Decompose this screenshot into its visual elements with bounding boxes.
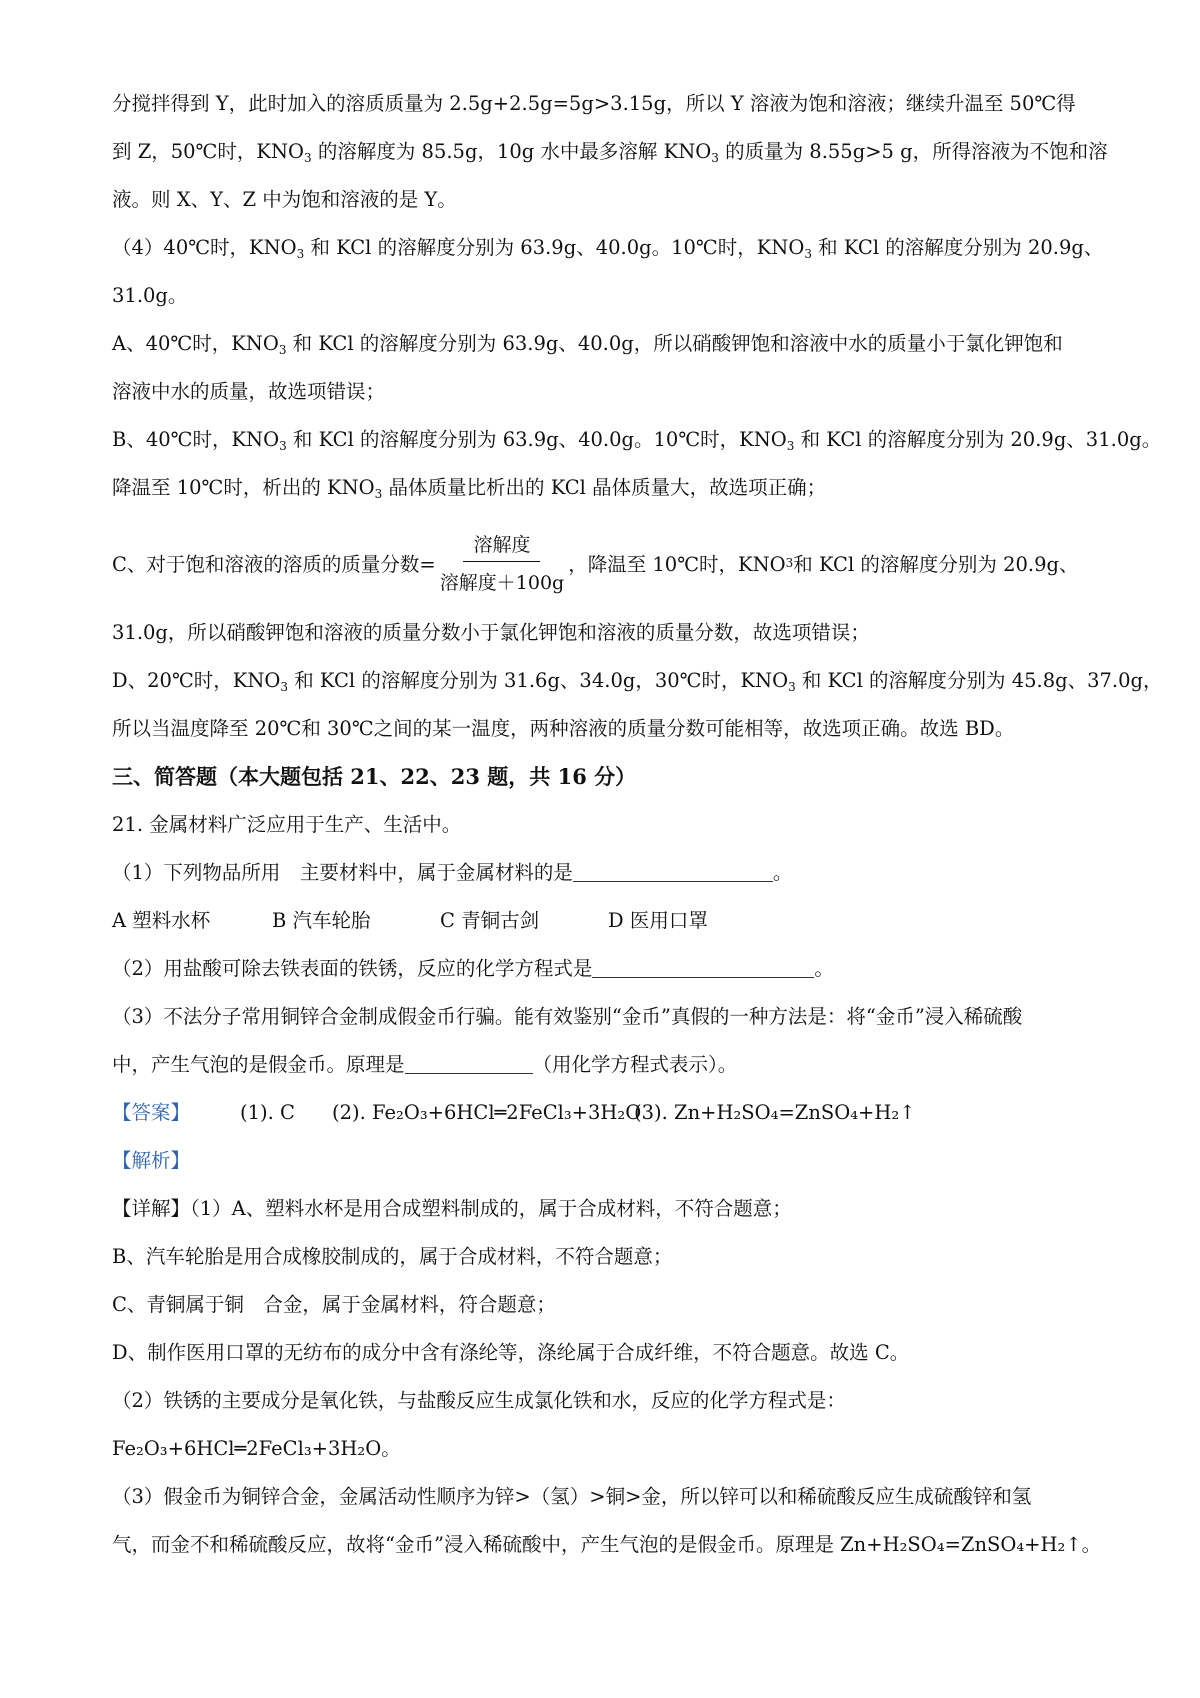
detail-line: 气，而金不和稀硫酸反应，故将“金币”浸入稀硫酸中，产生气泡的是假金币。原理是 Zn+H₂SO₄=ZnSO₄+H₂↑。 <box>112 1533 1102 1556</box>
text-line <box>112 140 1108 165</box>
answer-3: (3). Zn+H₂SO₄=ZnSO₄+H₂↑ <box>634 1101 916 1124</box>
text-line <box>112 332 1102 356</box>
text-span: 分搅拌得到 Y，此时加入的溶质质量为 2.5g+2.5g=5g>3.15g，所以 Y 溶液为饱和溶液；继续升温至 50℃得 <box>112 92 1076 115</box>
subscript: 3 <box>788 680 796 694</box>
text-span: A、40℃时，KNO <box>112 332 279 355</box>
text-span: 的质量为 8.55g>5 g，所得溶液为不饱和溶 <box>718 140 1108 163</box>
subscript: 3 <box>304 151 312 165</box>
text-line <box>112 476 1102 500</box>
text-span: 和 KCl 的溶解度分别为 45.8g、37.0g， <box>795 669 1163 692</box>
detail-line: （2）铁锈的主要成分是氧化铁，与盐酸反应生成氯化铁和水，反应的化学方程式是： <box>112 1389 846 1412</box>
document-page <box>112 92 1163 1581</box>
question-part-3: （3）不法分子常用铜锌合金制成假金币行骗。能有效鉴别“金币”真假的一种方法是：将“金币”浸入稀硫酸 <box>112 1005 1023 1028</box>
text-span: （2）用盐酸可除去铁表面的铁锈，反应的化学方程式是 <box>112 957 593 980</box>
text-line <box>112 621 1102 645</box>
text-line <box>112 236 1102 260</box>
detail-line: C、青铜属于铜 合金，属于金属材料，符合题意； <box>112 1293 556 1316</box>
fraction <box>440 530 564 595</box>
choice-list <box>112 909 1102 933</box>
text-span: 31.0g。 <box>112 284 188 307</box>
subscript: 3 <box>785 555 794 570</box>
subscript: 3 <box>786 439 795 453</box>
text-span: 晶体质量比析出的 KCl 晶体质量大，故选项正确； <box>382 476 827 499</box>
text-line <box>112 717 1102 741</box>
text-span: 和 KCl 的溶解度分别为 31.6g、34.0g，30℃时，KNO <box>288 669 789 692</box>
text-span: 到 Z，50℃时，KNO <box>112 140 304 163</box>
choice-a: A 塑料水杯 <box>112 909 211 932</box>
text-span: 所以当温度降至 20℃和 30℃之间的某一温度，两种溶液的质量分数可能相等，故选项正确。故选 BD。 <box>112 717 1015 740</box>
text-span: 液。则 X、Y、Z 中为饱和溶液的是 Y。 <box>112 188 457 211</box>
text-span: 降温至 10℃时，析出的 KNO <box>112 476 375 499</box>
text-span: （4）40℃时，KNO <box>112 236 297 259</box>
answer-row <box>112 1101 1102 1125</box>
text-line <box>112 428 1162 453</box>
detail-line: D、制作医用口罩的无纺布的成分中含有涤纶等，涤纶属于合成纤维，不符合题意。故选 C。 <box>112 1341 910 1364</box>
subscript: 3 <box>374 487 383 501</box>
text-span: （1）下列物品所用 主要材料中，属于金属材料的是 <box>112 861 573 884</box>
choice-b: B 汽车轮胎 <box>272 909 371 932</box>
question-stem: 21. 金属材料广泛应用于生产、生活中。 <box>112 813 462 836</box>
detail-line: （3）假金币为铜锌合金，金属活动性顺序为锌>（氢）>铜>金，所以锌可以和稀硫酸反应生成硫酸锌和氢 <box>112 1485 1032 1508</box>
answer-2: (2). Fe₂O₃+6HCl═2FeCl₃+3H₂O <box>332 1101 642 1124</box>
choice-d: D 医用口罩 <box>608 909 708 932</box>
answer-1: (1). C <box>240 1101 295 1124</box>
text-line <box>112 188 1102 212</box>
text-line <box>112 669 1163 694</box>
question-part-3-cont <box>112 1053 1102 1077</box>
text-span: 和 KCl 的溶解度分别为 63.9g、40.0g，所以硝酸钾饱和溶液中水的质量小于氯化钾饱和 <box>286 332 1063 355</box>
answer-blank <box>573 861 773 882</box>
detail-line: 【详解】（1）A、塑料水杯是用合成塑料制成的，属于合成材料，不符合题意； <box>112 1197 792 1220</box>
detail-line: B、汽车轮胎是用合成橡胶制成的，属于合成材料，不符合题意； <box>112 1245 673 1268</box>
text-span: 和 KCl 的溶解度分别为 63.9g、40.0g。10℃时，KNO <box>286 428 787 451</box>
text-span: 和 KCl 的溶解度分别为 20.9g、31.0g。 <box>794 428 1162 451</box>
detail-line: Fe₂O₃+6HCl═2FeCl₃+3H₂O。 <box>112 1437 401 1460</box>
subscript: 3 <box>296 247 305 261</box>
text-span: 中，产生气泡的是假金币。原理是 <box>112 1053 405 1076</box>
question-part-1 <box>112 861 1102 885</box>
text-span: 溶液中水的质量，故选项错误； <box>112 380 386 403</box>
subscript: 3 <box>711 151 719 165</box>
text-span: ，降温至 10℃时，KNO <box>568 552 786 576</box>
fraction-numerator: 溶解度 <box>463 530 540 562</box>
text-span: 和 KCl 的溶解度分别为 20.9g、 <box>793 552 1079 576</box>
text-line <box>112 92 1102 116</box>
fraction-denominator: 溶解度＋100g <box>439 572 565 594</box>
analysis-tag: 【解析】 <box>112 1149 191 1172</box>
text-span: 。 <box>772 861 793 884</box>
section-heading: 三、简答题（本大题包括 21、22、23 题，共 16 分） <box>112 764 637 789</box>
question-part-2 <box>112 957 1102 981</box>
text-span: 的溶解度为 85.5g，10g 水中最多溶解 KNO <box>311 140 712 163</box>
text-span: （用化学方程式表示）。 <box>532 1053 738 1076</box>
subscript: 3 <box>279 439 287 453</box>
answer-blank <box>405 1053 533 1074</box>
answer-tag: 【答案】 <box>112 1101 191 1124</box>
subscript: 3 <box>804 247 812 261</box>
fraction-line <box>112 530 1102 595</box>
subscript: 3 <box>278 343 287 357</box>
text-span: B、40℃时，KNO <box>112 428 280 451</box>
text-span: 和 KCl 的溶解度分别为 20.9g、 <box>811 236 1104 259</box>
text-span: C、对于饱和溶液的溶质的质量分数= <box>112 552 436 576</box>
text-span: 。 <box>814 957 834 980</box>
text-line <box>112 284 1102 308</box>
subscript: 3 <box>280 680 289 694</box>
text-span: 31.0g，所以硝酸钾饱和溶液的质量分数小于氯化钾饱和溶液的质量分数，故选项错误； <box>112 621 870 644</box>
text-line <box>112 380 1102 404</box>
text-span: 和 KCl 的溶解度分别为 63.9g、40.0g。10℃时，KNO <box>304 236 805 259</box>
text-span: D、20℃时，KNO <box>112 669 281 692</box>
answer-blank <box>592 957 814 978</box>
choice-c: C 青铜古剑 <box>440 909 540 932</box>
